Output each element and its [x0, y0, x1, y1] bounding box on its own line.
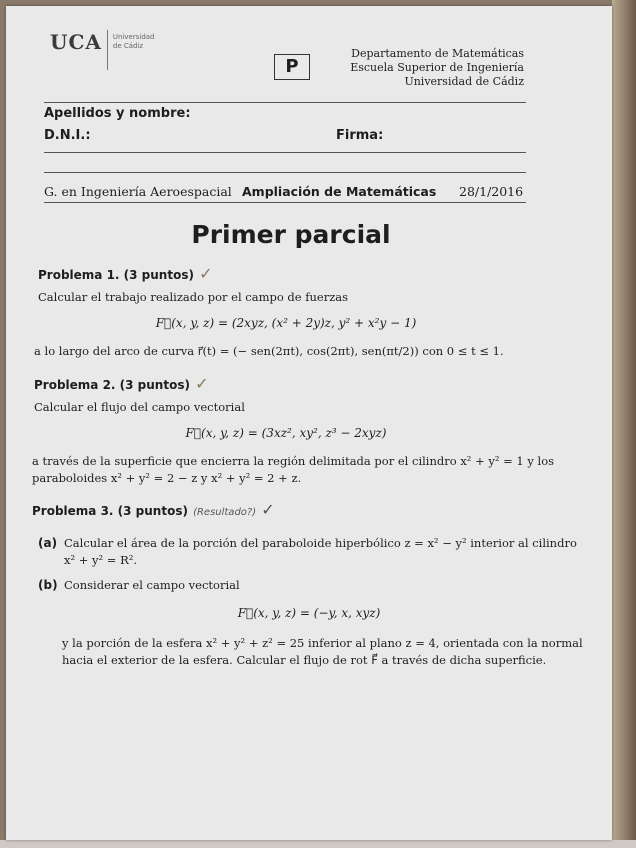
- logo-subtitle: Universidad de Cádiz: [112, 33, 155, 50]
- problem-1-formula: F⃗(x, y, z) = (2xyz, (x² + 2y)z, y² + x²y − 1): [155, 316, 417, 330]
- page-title: Primer parcial: [191, 220, 391, 249]
- department-name: Departamento de Matemáticas: [351, 47, 524, 60]
- problem-1-intro: Calcular el trabajo realizado por el campo de fuerzas: [38, 290, 349, 304]
- department-block: [350, 47, 524, 89]
- problem-2-formula: F⃗(x, y, z) = (3xz², xy², z³ − 2xyz): [185, 426, 387, 440]
- part-a-label: (a): [38, 536, 58, 550]
- part-a-text-2: x² + y² = R².: [64, 553, 138, 567]
- university-logo: [50, 30, 155, 70]
- desk-bottom: [0, 840, 636, 848]
- divider: [44, 202, 526, 203]
- exam-sheet: [6, 6, 612, 840]
- handwritten-note: (Resultado?): [193, 507, 257, 518]
- part-b-label: (b): [38, 578, 58, 592]
- logo-mark: UCA: [50, 30, 102, 54]
- problem-1-heading: Problema 1. (3 puntos) ✓: [38, 264, 213, 283]
- part-b-text-2: hacia el exterior de la esfera. Calcular el flujo de rot F⃗ a través de dicha superficie.: [62, 653, 547, 667]
- exam-date: 28/1/2016: [459, 184, 524, 199]
- problem-1-text: a lo largo del arco de curva r⃗(t) = (− sen(2πt), cos(2πt), sen(πt/2)) con 0 ≤ t ≤ 1.: [34, 344, 504, 358]
- check-mark-icon: ✓: [199, 264, 213, 283]
- problem-2-text-2: paraboloides x² + y² = 2 − z y x² + y² = 2 + z.: [32, 471, 302, 485]
- part-b-formula: F⃗(x, y, z) = (−y, x, xyz): [237, 606, 381, 620]
- degree-name: G. en Ingeniería Aeroespacial: [44, 184, 232, 199]
- divider: [44, 152, 526, 153]
- problem-3-heading: Problema 3. (3 puntos) (Resultado?) ✓: [32, 500, 275, 519]
- exam-model-box: P: [274, 54, 310, 80]
- check-mark-icon: ✓: [195, 374, 209, 393]
- signature-label: Firma:: [336, 128, 384, 143]
- problem-2-intro: Calcular el flujo del campo vectorial: [34, 400, 245, 414]
- dni-label: D.N.I.:: [44, 128, 91, 143]
- divider: [44, 172, 526, 173]
- part-b-intro: Considerar el campo vectorial: [64, 578, 240, 592]
- problem-2-text-1: a través de la superficie que encierra la región delimitada por el cilindro x² + y² = 1 y los: [32, 454, 555, 468]
- university-name: Universidad de Cádiz: [404, 75, 524, 88]
- check-mark-icon: ✓: [261, 500, 275, 519]
- subject-name: Ampliación de Matemáticas: [242, 184, 437, 199]
- part-b-text-1: y la porción de la esfera x² + y² + z² = 25 inferior al plano z = 4, orientada con la normal: [62, 636, 583, 650]
- divider: [44, 102, 526, 103]
- problem-2-heading: Problema 2. (3 puntos) ✓: [34, 374, 209, 393]
- logo-divider: [107, 30, 108, 70]
- name-label: Apellidos y nombre:: [44, 106, 191, 121]
- school-name: Escuela Superior de Ingeniería: [350, 61, 524, 74]
- part-a-text-1: Calcular el área de la porción del paraboloide hiperbólico z = x² − y² interior al cilindro: [64, 536, 577, 550]
- desk-edge: [612, 0, 636, 848]
